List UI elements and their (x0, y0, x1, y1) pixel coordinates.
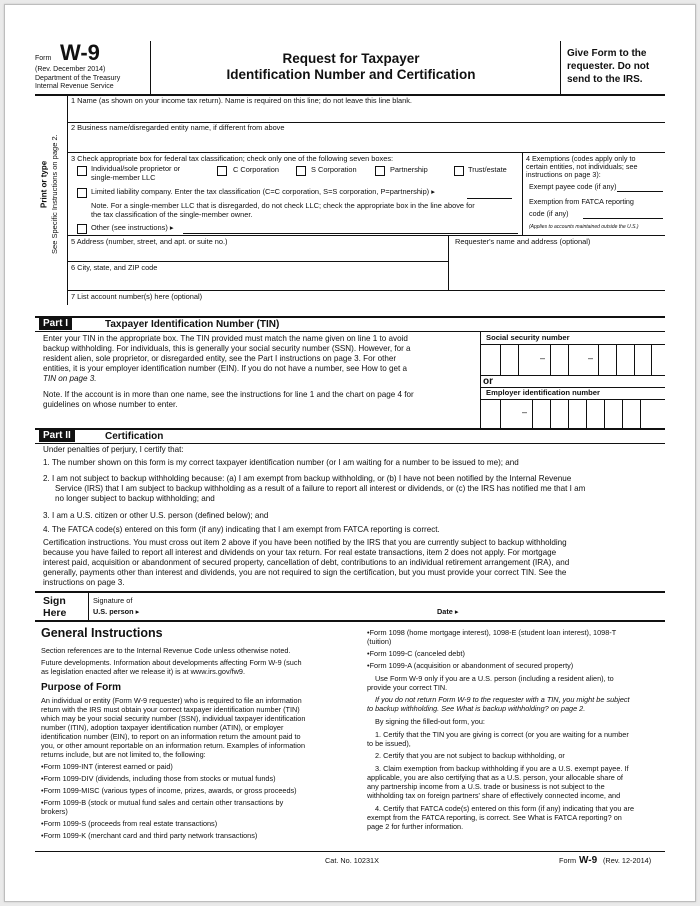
ein-dash: – (522, 407, 528, 417)
partnership-checkbox[interactable] (375, 166, 385, 176)
future-developments-line2: as legislation enacted after we release it) is at www.irs.gov/fw9. (41, 667, 245, 676)
exemptions-label-line1: 4 Exemptions (codes apply only to (526, 154, 636, 163)
cert-instructions-line3: interest paid, acquisition or abandonment of secured property, cancellation of debt, contributions to an individual retirement arrangement (IRA), and (43, 558, 570, 567)
date-input[interactable] (475, 595, 663, 618)
part1-note-line1: Note. If the account is in more than one name, see the instructions for line 1 and the chart on page 4 for (43, 390, 414, 399)
bullet-1098-cont: (tuition) (367, 637, 392, 646)
agency-name: Internal Revenue Service (35, 83, 114, 90)
part1-para-line3: resident alien, sole proprietor, or disregarded entity, see the Part I instructions on page 3. For other (43, 354, 397, 363)
line7-account-label: 7 List account number(s) here (optional) (71, 292, 203, 301)
cert-item-1: 1. The number shown on this form is my correct taxpayer identification number (or I am waiting for a number to be issued to me); and (43, 458, 519, 467)
purpose-of-form-title: Purpose of Form (41, 682, 122, 693)
part2-label: Part II (39, 430, 75, 442)
ssn-input[interactable] (480, 344, 665, 375)
ssn-dash-1: – (540, 353, 546, 363)
exemptions-label-line3: instructions on page 3): (526, 170, 601, 179)
individual-checkbox-label-2: single-member LLC (91, 173, 156, 182)
print-or-type-label: Print or type (39, 160, 49, 208)
fatca-code-input[interactable] (583, 218, 663, 219)
signature-input[interactable] (155, 595, 430, 618)
trust-estate-checkbox[interactable] (454, 166, 464, 176)
form-number: W-9 (60, 40, 100, 65)
ein-label: Employer identification number (486, 388, 600, 397)
bullet-1099-a: • Form 1099-A (acquisition or abandonment of secured property) (367, 662, 573, 670)
line6-city-label: 6 City, state, and ZIP code (71, 263, 158, 272)
line3-classification-label: 3 Check appropriate box for federal tax classification; check only one of the following seven boxes: (71, 154, 394, 163)
department-name: Department of the Treasury (35, 75, 121, 82)
right-text-6: 1. Certify that the TIN you are giving is correct (or you are waiting for a number (375, 730, 629, 739)
right-text-2: provide your correct TIN. (367, 683, 448, 692)
bullet-1099-div: • Form 1099-DIV (dividends, including those from stocks or mutual funds) (41, 775, 276, 783)
partnership-label: Partnership (390, 165, 428, 174)
give-form-line2: requester. Do not (567, 61, 650, 72)
c-corporation-checkbox[interactable] (217, 166, 227, 176)
purpose-line3: which may be your social security number (SSN), individual taxpayer identification (41, 714, 306, 723)
footer-form-prefix: Form (559, 856, 577, 865)
other-checkbox[interactable] (77, 224, 87, 234)
cert-item-2-line2: Service (IRS) that I am subject to backup withholding as a result of a failure to report all interest or dividends, or (c) the IRS has notified me that I am (55, 484, 586, 493)
purpose-line4: number (ITIN), adoption taxpayer identification number (ATIN), or employer (41, 723, 284, 732)
right-text-9: 3. Claim exemption from backup withholding if you are a U.S. exempt payee. If (375, 764, 629, 773)
purpose-line5: identification number (EIN), to report on an information return the amount paid to (41, 732, 301, 741)
right-text-4: to backup withholding. See What is backup withholding? on page 2. (367, 704, 586, 713)
part1-para-line1: Enter your TIN in the appropriate box. The TIN provided must match the name given on line 1 to avoid (43, 334, 408, 343)
name-input[interactable] (68, 107, 665, 122)
account-number-input[interactable] (68, 302, 664, 313)
cert-item-3: 3. I am a U.S. citizen or other U.S. person (defined below); and (43, 511, 269, 520)
part1-para-line5: TIN on page 3. (43, 374, 97, 383)
section-references-text: Section references are to the Internal Revenue Code unless otherwise noted. (41, 646, 291, 655)
give-form-line3: send to the IRS. (567, 74, 643, 85)
right-text-8: 2. Certify that you are not subject to backup withholding, or (375, 751, 565, 760)
right-text-5: By signing the filled-out form, you: (375, 717, 485, 726)
cert-instructions-line5: instructions on page 3. (43, 578, 125, 587)
cert-instructions-line4: generally, payments other than interest and dividends, you are not required to sign the certification, but you must provide your correct TIN. See the (43, 568, 567, 577)
other-input[interactable] (183, 233, 518, 234)
bullet-1099-s: • Form 1099-S (proceeds from real estate transactions) (41, 820, 217, 828)
ssn-dash-2: – (588, 353, 594, 363)
part2-title: Certification (105, 431, 164, 442)
fatca-exemption-label: Exemption from FATCA reporting (529, 197, 634, 206)
bullet-1099-int: • Form 1099-INT (interest earned or paid) (41, 763, 173, 771)
ssn-label: Social security number (486, 333, 570, 342)
other-label: Other (see instructions) ▸ (91, 223, 174, 232)
here-label: Here (43, 607, 67, 619)
or-label: or (483, 376, 493, 387)
exempt-payee-label: Exempt payee code (if any) (529, 182, 617, 191)
specific-instructions-label: See Specific Instructions on page 2. (49, 134, 59, 254)
cert-instructions-line1: Certification instructions. You must cross out item 2 above if you have been notified by the IRS that you are currently subject to backup withholding (43, 538, 567, 547)
purpose-line1: An individual or entity (Form W-9 requester) who is required to file an information (41, 696, 302, 705)
side-label (35, 95, 67, 305)
bullet-1099-b-cont: brokers) (41, 807, 68, 816)
s-corporation-checkbox[interactable] (296, 166, 306, 176)
right-text-11: any partnership income from a U.S. trade or business is not subject to the (367, 782, 605, 791)
business-name-input[interactable] (68, 134, 665, 149)
form-revision: (Rev. December 2014) (35, 66, 106, 73)
cert-instructions-line2: because you have failed to report all interest and dividends on your tax return. For real estate transactions, item 2 does not apply. For mortgage (43, 548, 557, 557)
right-text-12: withholding tax on foreign partners' share of effectively connected income, and (367, 791, 621, 800)
form-title-line1: Request for Taxpayer (282, 51, 420, 66)
c-corporation-label: C Corporation (233, 165, 280, 174)
s-corporation-label: S Corporation (311, 165, 357, 174)
part1-para-line4: entities, it is your employer identification number (EIN). If you do not have a number, see How to get a (43, 364, 407, 373)
right-text-1: Use Form W-9 only if you are a U.S. person (including a resident alien), to (375, 674, 614, 683)
individual-checkbox[interactable] (77, 166, 87, 176)
ein-input[interactable] (480, 399, 665, 428)
llc-note-line1: Note. For a single-member LLC that is disregarded, do not check LLC; check the appropriate box in the line above for (91, 201, 475, 210)
sign-label: Sign (43, 595, 66, 607)
part1-para-line2: backup withholding. For individuals, this is generally your social security number (SSN). However, for a (43, 344, 411, 353)
catalog-number: Cat. No. 10231X (325, 856, 379, 865)
line1-name-label: 1 Name (as shown on your income tax return). Name is required on this line; do not leave this line blank. (71, 96, 412, 105)
general-instructions-title: General Instructions (41, 626, 163, 640)
requester-input[interactable] (450, 248, 664, 288)
part1-title: Taxpayer Identification Number (TIN) (105, 319, 280, 330)
form-prefix: Form (35, 55, 52, 62)
right-text-13: 4. Certify that FATCA code(s) entered on this form (if any) indicating that you are (375, 804, 635, 813)
fatca-exemption-label-2: code (if any) (529, 209, 569, 218)
cert-item-2-line3: no longer subject to backup withholding; and (55, 494, 215, 503)
llc-tax-classification-input[interactable] (467, 198, 512, 199)
purpose-line6: you, or other amount reportable on an information return. Examples of information (41, 741, 306, 750)
footer-form-number: W-9 (579, 855, 598, 866)
bullet-1099-b: • Form 1099-B (stock or mutual fund sales and certain other transactions by (41, 799, 283, 807)
footer-revision: (Rev. 12-2014) (603, 856, 652, 865)
address-input[interactable] (68, 248, 446, 261)
bullet-1099-misc: • Form 1099-MISC (various types of income, prizes, awards, or gross proceeds) (41, 787, 297, 795)
signature-label-line2: U.S. person ▸ (93, 607, 140, 616)
city-state-zip-input[interactable] (68, 274, 446, 288)
right-text-14: exempt from the FATCA reporting, is correct. See What is FATCA reporting? on (367, 813, 622, 822)
purpose-line7: returns include, but are not limited to, the following: (41, 750, 206, 759)
perjury-intro: Under penalties of perjury, I certify that: (43, 445, 184, 454)
part1-note-line2: guidelines on whose number to enter. (43, 400, 178, 409)
individual-checkbox-label: Individual/sole proprietor or (91, 164, 181, 173)
llc-checkbox[interactable] (77, 188, 87, 198)
right-text-7: to be issued), (367, 739, 411, 748)
purpose-line2: return with the IRS must obtain your correct taxpayer identification number (TIN) (41, 705, 300, 714)
signature-label-line1: Signature of (93, 596, 133, 605)
right-text-3: If you do not return Form W-9 to the requester with a TIN, you might be subject (375, 695, 630, 704)
line5-address-label: 5 Address (number, street, and apt. or suite no.) (71, 237, 228, 246)
trust-estate-label: Trust/estate (468, 165, 507, 174)
cert-item-4: 4. The FATCA code(s) entered on this form (if any) indicating that I am exempt from FATCA reporting is correct. (43, 525, 440, 534)
bullet-1099-c: • Form 1099-C (canceled debt) (367, 650, 465, 658)
bullet-1099-k: • Form 1099-K (merchant card and third party network transactions) (41, 832, 257, 840)
line2-business-name-label: 2 Business name/disregarded entity name, if different from above (71, 123, 285, 132)
requester-label: Requester's name and address (optional) (455, 237, 591, 246)
exemptions-label-line2: certain entities, not individuals; see (526, 162, 638, 171)
w9-form-page (4, 4, 696, 902)
future-developments-line1: Future developments. Information about developments affecting Form W-9 (such (41, 658, 302, 667)
give-form-line1: Give Form to the (567, 48, 647, 59)
llc-label: Limited liability company. Enter the tax classification (C=C corporation, S=S corporation, P=partnership) ▸ (91, 187, 435, 196)
bullet-1098: • Form 1098 (home mortgage interest), 1098-E (student loan interest), 1098-T (367, 629, 616, 637)
llc-note-line2: the tax classification of the single-member owner. (91, 210, 253, 219)
part1-label: Part I (39, 318, 72, 330)
date-label: Date ▸ (437, 607, 459, 616)
right-text-15: page 2 for further information. (367, 822, 464, 831)
exempt-payee-input[interactable] (617, 191, 663, 192)
form-title-line2: Identification Number and Certification (226, 67, 476, 82)
right-text-10: applicable, you are also certifying that as a U.S. person, your allocable share of (367, 773, 623, 782)
cert-item-2-line1: 2. I am not subject to backup withholding because: (a) I am exempt from backup withholding, or (b) I have not been notified by the Internal Revenue (43, 474, 572, 483)
fatca-applies-note: (Applies to accounts maintained outside the U.S.) (529, 224, 639, 230)
